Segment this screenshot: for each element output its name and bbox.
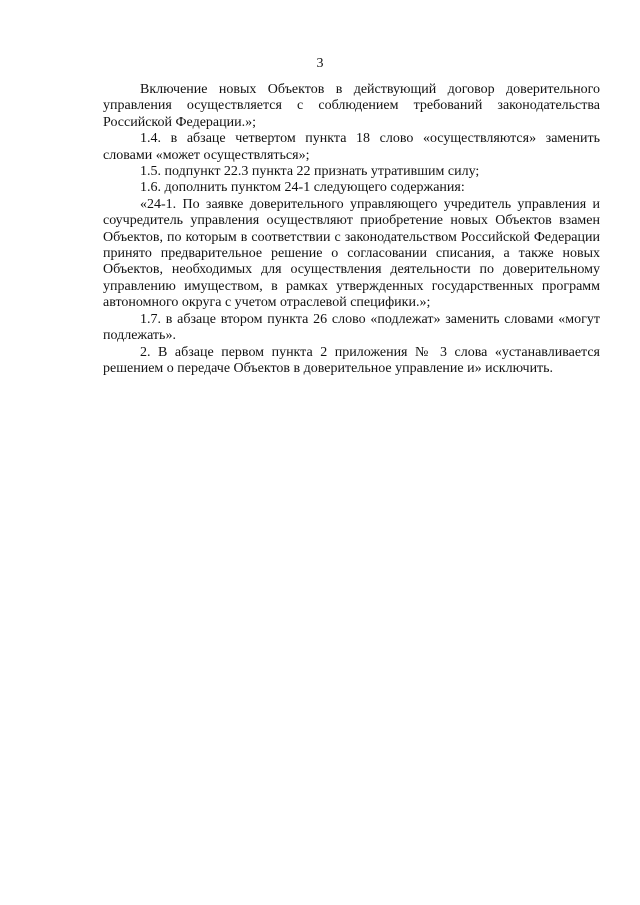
paragraph-item-1-6: 1.6. дополнить пунктом 24-1 следующего содержания: [140, 180, 465, 196]
paragraph-item-1-4: 1.4. в абзаце четвертом пункта 18 слово «осуществляются» заменить словами «может осуществляться»; [103, 131, 600, 163]
paragraph-inclusion-of-objects: Включение новых Объектов в действующий договор доверительного управления осуществляется с соблюдением требований законодательства Российской Федерации.»; [103, 82, 600, 130]
paragraph-item-1-7: 1.7. в абзаце втором пункта 26 слово «подлежат» заменить словами «могут подлежать». [103, 311, 600, 344]
paragraph-item-24-1: «24-1. По заявке доверительного управляющего учредитель управления и соучредитель управления осуществляют приобретение новых Объектов взамен Объектов, по которым в соответствии с законодательством Российской Федерации принято предварительное решение о согласовании списания, а также новых Объектов, необходимых для осуществления деятельности по доверительному управлению имуществом, в рамках утвержденных государственных программ автономного округа с учетом отраслевой специфики.»; [103, 196, 600, 311]
page-number: 3 [316, 56, 324, 71]
paragraph-item-1-5: 1.5. подпункт 22.3 пункта 22 признать утратившим силу; [140, 164, 480, 180]
document-body [103, 82, 600, 377]
paragraph-item-2: 2. В абзаце первом пункта 2 приложения № 3 слова «устанавливается решением о передаче Объектов в доверительное управление и» исключить. [103, 344, 600, 376]
